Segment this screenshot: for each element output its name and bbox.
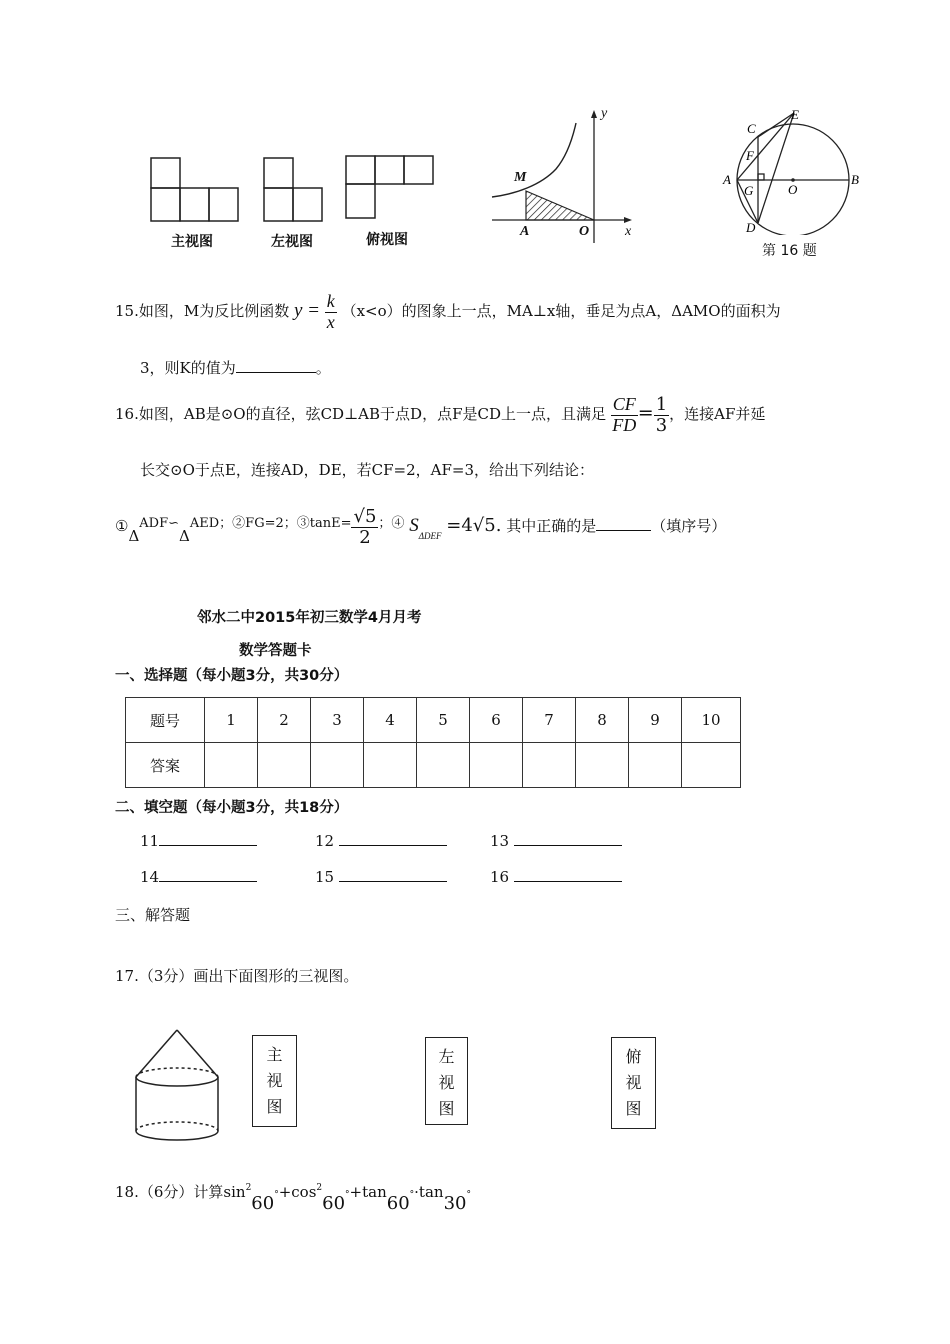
q18-degree-3: ° xyxy=(409,1190,415,1200)
header-cell-4: 4 xyxy=(364,698,417,743)
graph-label-a: A xyxy=(520,224,530,239)
header-cell-9: 9 xyxy=(629,698,682,743)
left-view-answer-box[interactable] xyxy=(425,1037,468,1125)
q18-degree-2: ° xyxy=(345,1190,350,1200)
blank-13-line[interactable] xyxy=(514,845,622,846)
header-cell-7: 7 xyxy=(523,698,576,743)
circle-label-b: B xyxy=(851,172,859,187)
answer-cell-3[interactable] xyxy=(311,743,364,788)
q18-angle-2: 60 xyxy=(322,1193,346,1214)
q15-fraction-numerator: k xyxy=(326,290,335,311)
answer-cell-10[interactable] xyxy=(682,743,741,788)
front-view-answer-box[interactable] xyxy=(252,1035,297,1127)
section-1-note: （每小题3分，共30分） xyxy=(187,668,349,684)
q18-degree-1: ° xyxy=(274,1190,279,1200)
q18-sup-1: 2 xyxy=(245,1183,252,1193)
left-view-box-label: 左视图 xyxy=(438,1047,455,1118)
blank-16[interactable] xyxy=(490,868,622,886)
answer-sheet-subtitle: 数学答题卡 xyxy=(239,643,312,659)
q16-s-label: S xyxy=(409,515,419,536)
question-15-line-1 xyxy=(115,289,781,333)
question-16-line-3 xyxy=(115,500,726,554)
q16-cf-fd-fraction xyxy=(611,395,638,436)
q15-suffix: （x<o）的图象上一点，MA⊥x轴，垂足为点A， xyxy=(341,302,672,320)
circle-figure xyxy=(720,105,870,235)
answer-cell-2[interactable] xyxy=(258,743,311,788)
q16-tail-end: （填序号） xyxy=(651,517,727,535)
circle-label-d: D xyxy=(746,220,756,235)
q16-one-third-numerator: 1 xyxy=(655,393,668,415)
blank-15-line[interactable] xyxy=(339,881,447,882)
blank-11-label: 11 xyxy=(140,832,160,850)
question-18 xyxy=(115,1172,471,1215)
answer-sheet-title: 邻水二中2015年初三数学4月月考 xyxy=(197,610,422,626)
circle-label-g: G xyxy=(744,183,754,198)
circle-label-a: A xyxy=(723,172,731,187)
cone-cylinder-figure xyxy=(130,1025,225,1145)
answer-cell-6[interactable] xyxy=(470,743,523,788)
q16-delta-2: Δ xyxy=(179,527,190,545)
blank-12-line[interactable] xyxy=(339,845,447,846)
blank-16-line[interactable] xyxy=(514,881,622,882)
q16-fraction-denominator: FD xyxy=(612,414,637,435)
front-view-box-label: 主视图 xyxy=(266,1045,283,1116)
top-view-answer-box[interactable] xyxy=(611,1037,656,1129)
header-cell-5: 5 xyxy=(417,698,470,743)
blank-16-label: 16 xyxy=(490,868,510,886)
blank-11[interactable] xyxy=(140,832,257,850)
circle-label-o: O xyxy=(788,182,798,197)
header-cell-6: 6 xyxy=(470,698,523,743)
q18-dot-tan: ·tan xyxy=(414,1183,444,1201)
q16-fraction-numerator: CF xyxy=(612,393,636,414)
q16-c1-b: AED；②FG=2；③tanE= xyxy=(189,516,352,531)
blank-13[interactable] xyxy=(490,832,622,850)
header-cell-8: 8 xyxy=(576,698,629,743)
q18-angle-1: 60 xyxy=(251,1193,275,1214)
q15-answer-blank[interactable] xyxy=(236,372,316,373)
q16-sqrt5-denominator: 2 xyxy=(359,526,371,548)
q16-suffix: ，连接AF并延 xyxy=(669,405,766,423)
circle-label-e: E xyxy=(791,107,799,122)
answer-cell-9[interactable] xyxy=(629,743,682,788)
section-3-heading: 三、解答题 xyxy=(115,906,191,924)
q18-angle-4: 30 xyxy=(443,1193,467,1214)
question-17: 17.（3分）画出下面图形的三视图。 xyxy=(115,967,359,985)
front-view-caption: 主视图 xyxy=(171,234,213,250)
q18-sup-2: 2 xyxy=(316,1183,323,1193)
blank-15[interactable] xyxy=(315,868,447,886)
blank-12[interactable] xyxy=(315,832,447,850)
q16-sqrt5-numerator: √5 xyxy=(353,505,377,527)
answer-cell-8[interactable] xyxy=(576,743,629,788)
section-1-title: 一、选择题 xyxy=(115,668,188,684)
choice-answer-table xyxy=(125,697,741,788)
q16-s-value: =4√5. xyxy=(446,515,502,536)
table-answer-row xyxy=(126,743,741,788)
circle-caption: 第 16 题 xyxy=(762,243,817,259)
top-view-box-label: 俯视图 xyxy=(625,1047,642,1118)
graph-label-o: O xyxy=(579,224,590,239)
q16-equals: = xyxy=(637,402,654,424)
q16-delta-1: Δ xyxy=(128,527,140,545)
q18-plus-cos: +cos xyxy=(278,1183,317,1201)
blank-14-line[interactable] xyxy=(159,881,257,882)
section-1-heading xyxy=(115,664,348,685)
q15-delta: Δ xyxy=(671,302,683,320)
blank-14[interactable] xyxy=(140,868,257,886)
header-cell-label: 题号 xyxy=(126,698,205,743)
graph-label-m: M xyxy=(514,170,527,185)
answer-cell-1[interactable] xyxy=(205,743,258,788)
answer-cell-4[interactable] xyxy=(364,743,417,788)
q16-tail: 其中正确的是 xyxy=(506,517,597,535)
q15-fraction-denominator: x xyxy=(326,311,335,332)
blank-14-label: 14 xyxy=(140,868,160,886)
q16-sqrt5-over-2 xyxy=(351,507,378,548)
header-cell-2: 2 xyxy=(258,698,311,743)
q15-fraction xyxy=(325,292,337,333)
section-2-heading: 二、填空题（每小题3分，共18分） xyxy=(115,800,349,816)
q16-c1-a: ADF∽ xyxy=(139,516,180,531)
blank-13-label: 13 xyxy=(490,832,510,850)
question-16-line-2: 长交⊙O于点E，连接AD，DE，若CF=2，AF=3，给出下列结论： xyxy=(140,461,595,479)
answer-cell-7[interactable] xyxy=(523,743,576,788)
answer-cell-5[interactable] xyxy=(417,743,470,788)
q15-y-equals: y = xyxy=(294,300,321,321)
blank-11-line[interactable] xyxy=(159,845,257,846)
header-cell-1: 1 xyxy=(205,698,258,743)
question-16-line-1 xyxy=(115,388,765,439)
q18-degree-4: ° xyxy=(466,1190,471,1200)
graph-label-x: x xyxy=(625,224,632,239)
q15-line2-prefix: 3，则K的值为 xyxy=(140,359,236,377)
question-15-line-2 xyxy=(140,357,331,378)
q18-prefix: 18.（6分）计算sin xyxy=(115,1183,246,1201)
blank-12-label: 12 xyxy=(315,832,335,850)
q16-answer-blank[interactable] xyxy=(596,530,651,531)
q15-end: AMO的面积为 xyxy=(682,302,781,320)
header-cell-3: 3 xyxy=(311,698,364,743)
table-header-row xyxy=(126,698,741,743)
q15-line2-end: 。 xyxy=(315,359,331,377)
circle-label-f: F xyxy=(746,148,754,163)
q16-c4: ；④ xyxy=(378,516,405,531)
q18-plus-tan: +tan xyxy=(349,1183,387,1201)
q16-c1-mark: ① xyxy=(115,517,129,535)
q15-prefix: 15.如图，M为反比例函数 xyxy=(115,302,290,320)
header-cell-10: 10 xyxy=(682,698,741,743)
hyperbola-graph xyxy=(486,105,646,245)
q16-one-third-fraction xyxy=(654,395,669,436)
q16-one-third-denominator: 3 xyxy=(655,414,668,436)
graph-label-y: y xyxy=(601,106,608,121)
q16-s-subscript: ΔDEF xyxy=(418,531,442,541)
blank-15-label: 15 xyxy=(315,868,335,886)
circle-label-c: C xyxy=(747,121,756,136)
answer-cell-label: 答案 xyxy=(126,743,205,788)
left-view-caption: 左视图 xyxy=(271,234,313,250)
q16-prefix: 16.如图，AB是⊙O的直径，弦CD⊥AB于点D，点F是CD上一点，且满足 xyxy=(115,405,606,423)
top-view-caption: 俯视图 xyxy=(366,232,408,248)
q18-angle-3: 60 xyxy=(386,1193,410,1214)
